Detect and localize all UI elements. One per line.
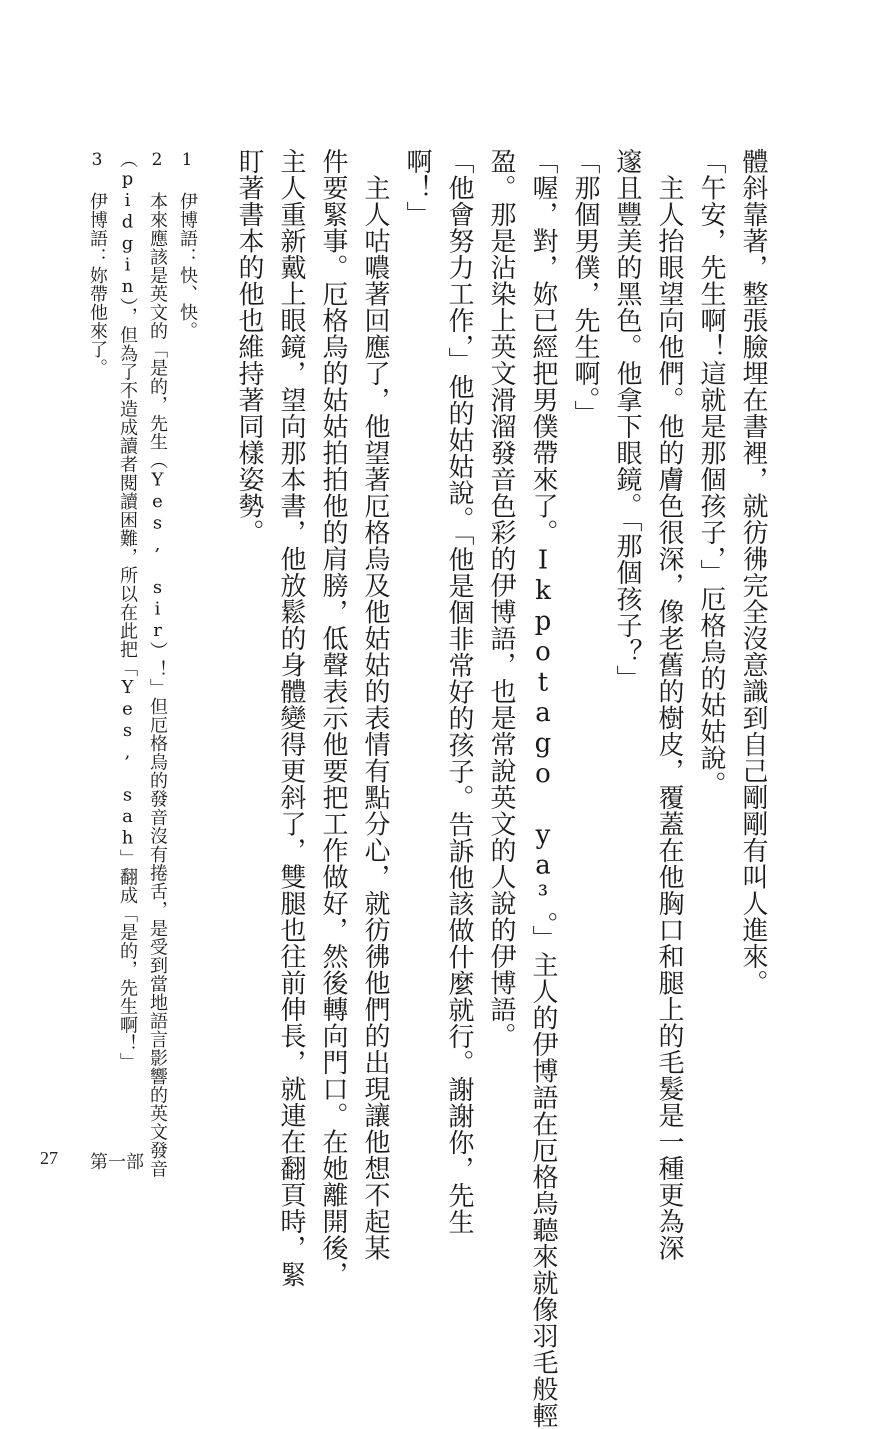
- body-column-13: 盯著書本的他也維持著同樣姿勢。: [234, 148, 264, 546]
- footnote-3: [88, 150, 106, 377]
- footnote-2: [148, 150, 166, 1178]
- body-column-10: 主人咕噥著回應了，他望著厄格烏及他姑姑的表情有點分心，就彷彿他們的出現讓他想不起某: [360, 148, 390, 1261]
- body-column-1: 體斜靠著，整張臉埋在書裡，就彷彿完全沒意識到自己剛剛有叫人進來。: [738, 148, 768, 996]
- body-column-5: 「那個男僕，先生啊。」: [570, 148, 600, 427]
- body-column-9: 啊！」: [402, 148, 432, 228]
- body-column-4: 邃且豐美的黑色。他拿下眼鏡。「那個孩子？」: [612, 148, 642, 692]
- body-column-2: 「午安，先生啊！這就是那個孩子，」厄格烏的姑姑說。: [696, 148, 726, 798]
- body-column-3: 主人抬眼望向他們。他的膚色很深，像老舊的樹皮，覆蓋在他胸口和腿上的毛髮是一種更為深: [654, 148, 684, 1261]
- footnote-text: 本來應該是英文的「是的，先生（Yes, sir）！」但厄格烏的發音沒有捲舌，是受到當地語言影響的英文發音: [147, 192, 168, 1178]
- footnote-text: （pidgin），但為了不造成讀者閱讀困難，所以在此把「Yes, sah」翻成「是的，先生啊！」: [117, 150, 138, 1071]
- footnote-number: 1: [177, 150, 197, 171]
- body-column-7: 盈。那是沾染上英文滑溜發音色彩的伊博語，也是常說英文的人說的伊博語。: [486, 148, 516, 1049]
- footnote-1: [178, 150, 196, 340]
- body-column-12: 主人重新戴上眼鏡，望向那本書，他放鬆的身體變得更斜了，雙腿也往前伸長，就連在翻頁時，緊: [276, 148, 306, 1288]
- footnote-text: 伊博語：快、快。: [177, 192, 198, 340]
- page-number: 27: [40, 1148, 58, 1168]
- body-column-8: 「他會努力工作，」他的姑姑說。「他是個非常好的孩子。告訴他該做什麼就行。謝謝你，先生: [444, 148, 474, 1235]
- footnote-text: 伊博語：妳帶他來了。: [87, 192, 108, 377]
- footnote-number: 3: [87, 150, 107, 171]
- footnote-2-continued: [118, 150, 136, 1071]
- footnote-number: 2: [147, 150, 167, 171]
- body-column-6: 「喔，對，妳已經把男僕帶來了。Ikpotago ya³。」主人的伊博語在厄格烏聽來就像羽毛般輕: [528, 148, 558, 1429]
- body-column-11: 件要緊事。厄格烏的姑姑拍拍他的肩膀，低聲表示他要把工作做好，然後轉向門口。在她離開後，: [318, 148, 348, 1288]
- part-label: 第一部: [90, 1152, 144, 1173]
